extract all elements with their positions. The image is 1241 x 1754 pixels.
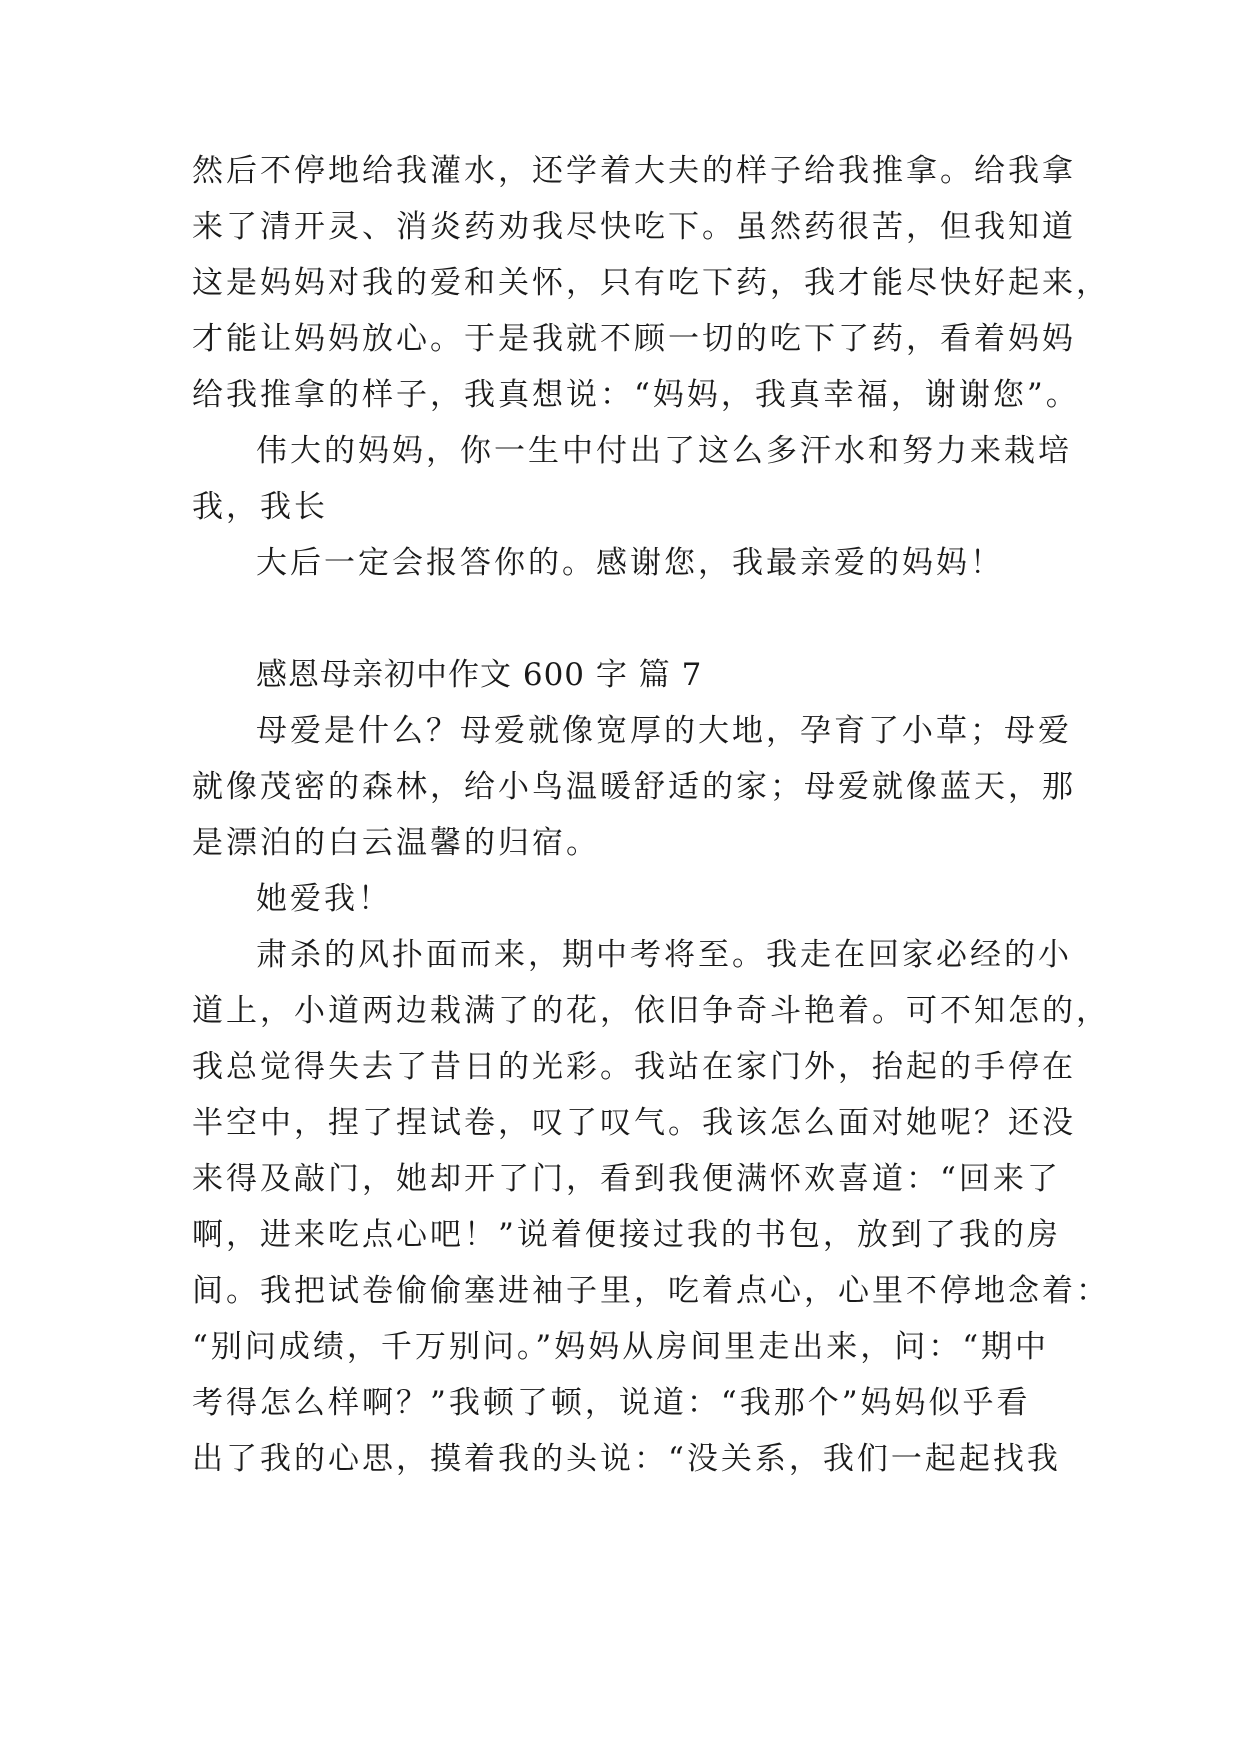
text-line: 才能让妈妈放心。于是我就不顾一切的吃下了药，看着妈妈 [192, 321, 1076, 357]
text-line: 就像茂密的森林，给小鸟温暖舒适的家；母爱就像蓝天，那 [192, 769, 1076, 805]
text-line: 出了我的心思，摸着我的头说：“没关系，我们一起起找我 [192, 1441, 1061, 1477]
text-line: 半空中，捏了捏试卷，叹了叹气。我该怎么面对她呢？还没 [192, 1105, 1076, 1141]
text-line: 伟大的妈妈，你一生中付出了这么多汗水和努力来栽培 [256, 433, 1072, 469]
text-line: 考得怎么样啊？”我顿了顿，说道：“我那个”妈妈似乎看 [192, 1385, 1031, 1421]
text-line: 肃杀的风扑面而来，期中考将至。我走在回家必经的小 [256, 937, 1072, 973]
text-line: 我总觉得失去了昔日的光彩。我站在家门外，抬起的手停在 [192, 1049, 1076, 1085]
text-line: 是漂泊的白云温馨的归宿。 [192, 825, 600, 861]
text-line: 母爱是什么？母爱就像宽厚的大地，孕育了小草；母爱 [256, 713, 1072, 749]
text-line: 这是妈妈对我的爱和关怀，只有吃下药，我才能尽快好起来， [192, 265, 1110, 301]
text-line: 来了清开灵、消炎药劝我尽快吃下。虽然药很苦，但我知道 [192, 209, 1076, 245]
text-line: 她爱我！ [256, 881, 392, 917]
text-line: 间。我把试卷偷偷塞进袖子里，吃着点心，心里不停地念着： [192, 1273, 1110, 1309]
text-line: 来得及敲门，她却开了门，看到我便满怀欢喜道：“回来了 [192, 1161, 1061, 1197]
section-heading: 感恩母亲初中作文 600 字 篇 7 [256, 657, 703, 693]
text-line: 道上，小道两边栽满了的花，依旧争奇斗艳着。可不知怎的， [192, 993, 1110, 1029]
text-line: “别问成绩，千万别问。”妈妈从房间里走出来，问：“期中 [192, 1329, 1050, 1365]
text-line: 我，我长 [192, 489, 328, 525]
text-line: 然后不停地给我灌水，还学着大夫的样子给我推拿。给我拿 [192, 153, 1076, 189]
text-line: 大后一定会报答你的。感谢您，我最亲爱的妈妈！ [256, 545, 1004, 581]
text-line: 给我推拿的样子，我真想说：“妈妈，我真幸福，谢谢您”。 [192, 377, 1080, 413]
text-line: 啊，进来吃点心吧！”说着便接过我的书包，放到了我的房 [192, 1217, 1061, 1253]
